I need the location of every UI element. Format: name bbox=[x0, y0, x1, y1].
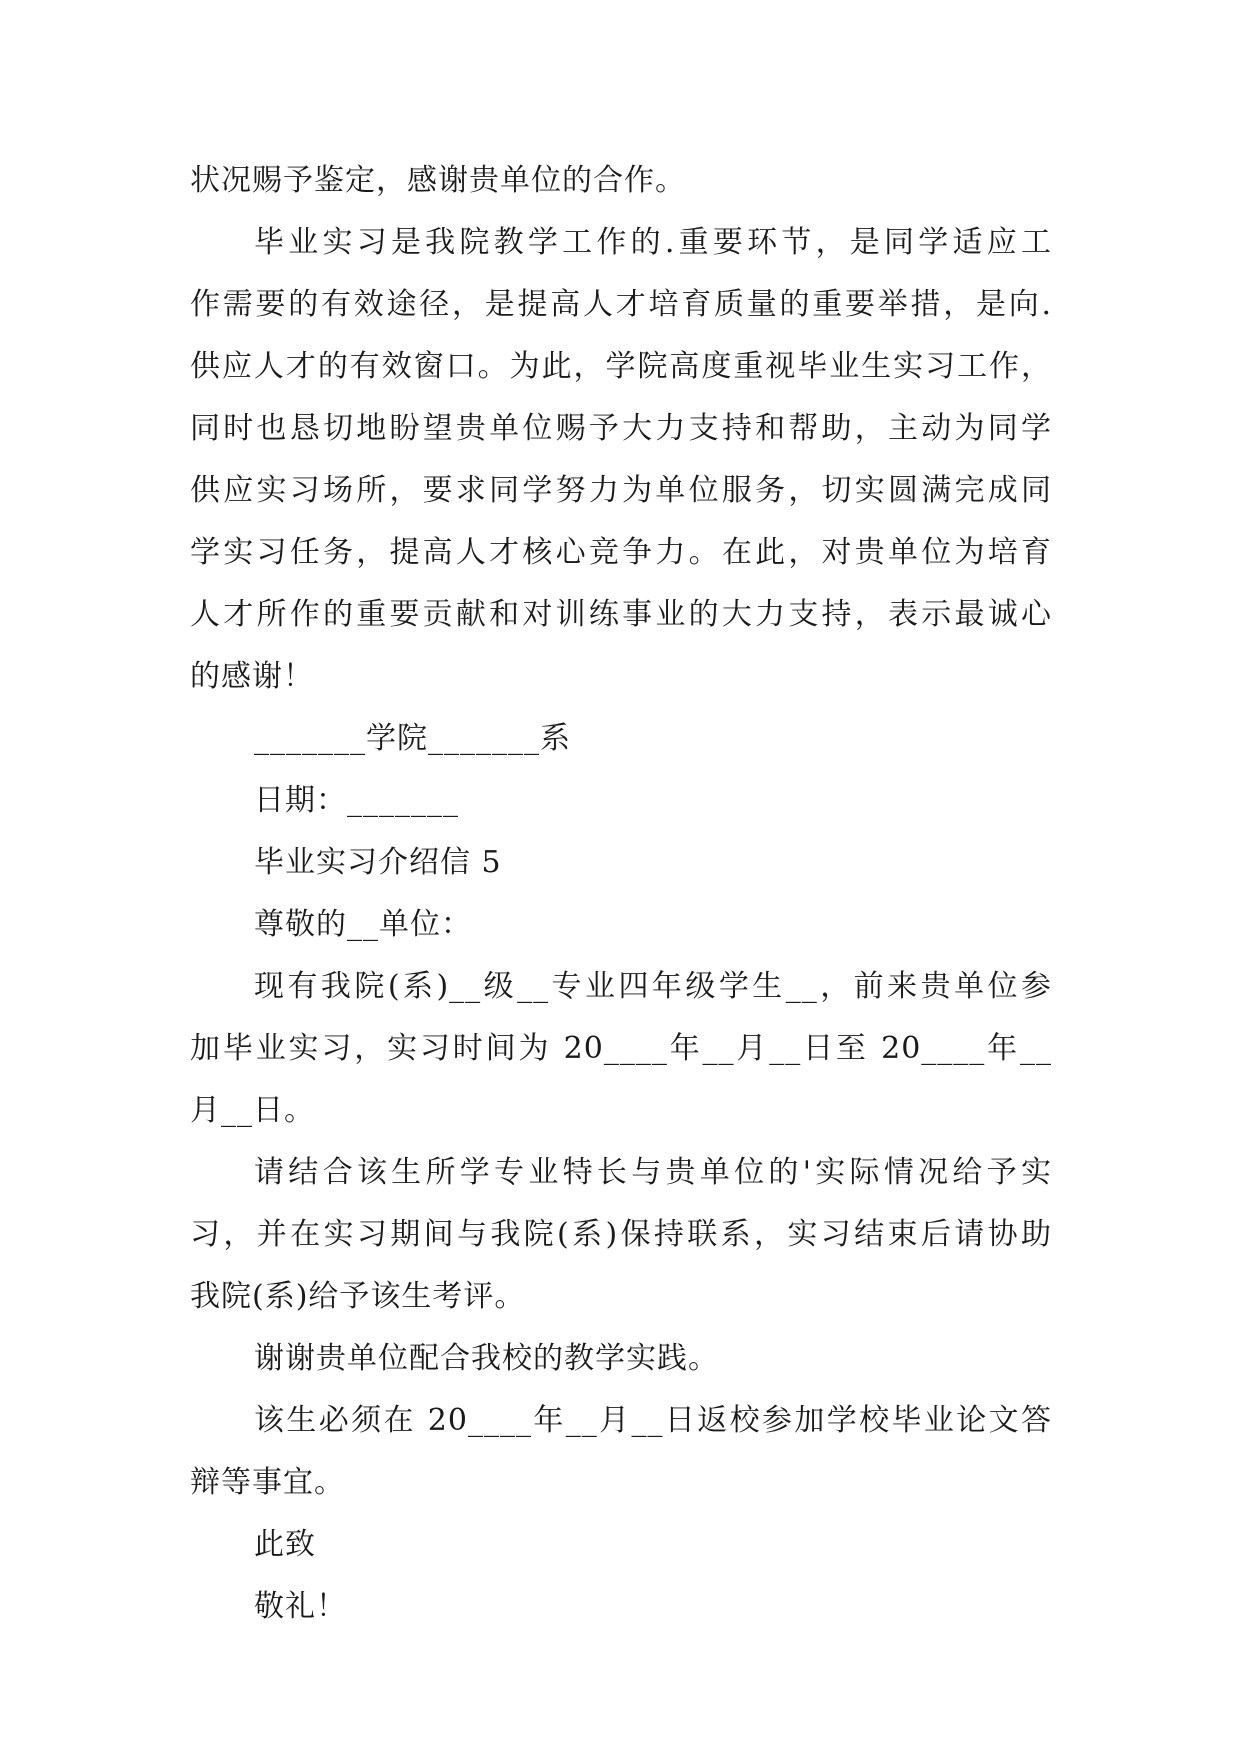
text-line: 供应实习场所，要求同学努力为单位服务，切实圆满完成同 bbox=[190, 473, 1052, 508]
text-line: 学实习任务，提高人才核心竞争力。在此，对贵单位为培育 bbox=[190, 535, 1052, 570]
text-line: 供应人才的有效窗口。为此，学院高度重视毕业生实习工作， bbox=[190, 349, 1052, 384]
text-line: 月__日。 bbox=[190, 1093, 315, 1128]
text-line: 现有我院(系)__级__专业四年级学生__，前来贵单位参 bbox=[254, 969, 1052, 1004]
text-line: 日期：_______ bbox=[254, 783, 459, 818]
text-line: 辩等事宜。 bbox=[190, 1465, 345, 1500]
text-line: 作需要的有效途径，是提高人才培育质量的重要举措，是向. bbox=[190, 287, 1052, 322]
text-line: 尊敬的__单位： bbox=[254, 907, 472, 942]
text-line: 加毕业实习，实习时间为 20____年__月__日至 20____年__ bbox=[190, 1031, 1052, 1066]
text-line: 毕业实习是我院教学工作的.重要环节，是同学适应工 bbox=[254, 225, 1052, 260]
text-line: 该生必须在 20____年__月__日返校参加学校毕业论文答 bbox=[254, 1403, 1052, 1438]
text-line: 谢谢贵单位配合我校的教学实践。 bbox=[254, 1341, 719, 1376]
text-line: 敬礼！ bbox=[254, 1589, 347, 1624]
text-line: 请结合该生所学专业特长与贵单位的'实际情况给予实 bbox=[254, 1155, 1052, 1190]
text-line: 人才所作的重要贡献和对训练事业的大力支持，表示最诚心 bbox=[190, 597, 1052, 632]
text-line: 的感谢！ bbox=[190, 659, 314, 694]
text-line: 习，并在实习期间与我院(系)保持联系，实习结束后请协助 bbox=[190, 1217, 1052, 1252]
text-line: 毕业实习介绍信 5 bbox=[254, 845, 502, 880]
text-line: 此致 bbox=[254, 1527, 316, 1562]
text-line: 我院(系)给予该生考评。 bbox=[190, 1279, 526, 1314]
text-line: 同时也恳切地盼望贵单位赐予大力支持和帮助，主动为同学 bbox=[190, 411, 1052, 446]
text-line: _______学院_______系 bbox=[254, 721, 571, 756]
text-line: 状况赐予鉴定，感谢贵单位的合作。 bbox=[190, 163, 686, 198]
letter-body bbox=[190, 150, 1052, 1638]
